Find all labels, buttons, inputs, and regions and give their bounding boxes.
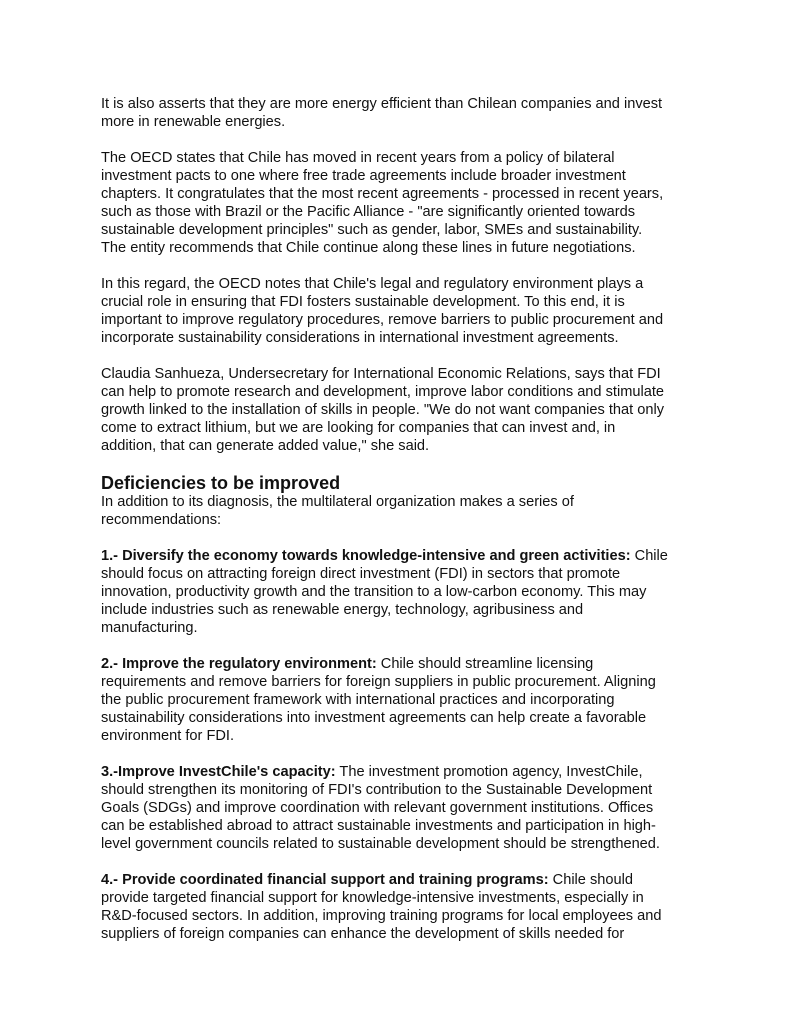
recommendation-title: 1.- Diversify the economy towards knowledge-intensive and green activities: — [101, 548, 631, 564]
recommendation-title: 3.-Improve InvestChile's capacity: — [101, 764, 336, 780]
section-intro: In addition to its diagnosis, the multilateral organization makes a series of recommendations: — [101, 494, 574, 528]
paragraph-regulatory-environment: In this regard, the OECD notes that Chile's legal and regulatory environment plays a crucial role in ensuring that FDI fosters sustainable development. To this end, it is important to improve regulatory procedures, remove barriers to public procurement and incorporate sustainability considerations in international investment agreements. — [101, 276, 664, 346]
recommendation-item — [101, 763, 701, 853]
recommendation-body: Chile should focus on attracting foreign direct investment (FDI) in sectors that promote innovation, productivity growth and the transition to a low-carbon economy. This may include industries such as renewable energy, technology, agribusiness and manufacturing. — [101, 548, 668, 636]
recommendation-body: The investment promotion agency, InvestChile, should strengthen its monitoring of FDI's contribution to the Sustainable Development Goals (SDGs) and improve coordination with relevant government institutions. Offices can be established abroad to attract sustainable investments and participation in high- level government councils related to sustainable development should be strengthened. — [101, 764, 660, 852]
recommendation-body: Chile should provide targeted financial support for knowledge-intensive investments, especially in R&D-focused sectors. In addition, improving training programs for local employees and suppliers of foreign companies can enhance the development of skills needed for — [101, 872, 662, 942]
recommendation-title: 2.- Improve the regulatory environment: — [101, 656, 377, 672]
paragraph-energy-efficiency: It is also asserts that they are more energy efficient than Chilean companies and invest more in renewable energies. — [101, 96, 663, 130]
recommendation-item — [101, 655, 701, 745]
section-heading: Deficiencies to be improved — [101, 473, 341, 493]
recommendation-title: 4.- Provide coordinated financial support and training programs: — [101, 872, 549, 888]
paragraph-sanhueza-quote: Claudia Sanhueza, Undersecretary for International Economic Relations, says that FDI can help to promote research and development, improve labor conditions and stimulate growth linked to the installation of skills in people. "We do not want companies that only come to extract lithium, but we are looking for companies that can invest and, in addition, that can generate added value," she said. — [101, 366, 665, 454]
recommendation-item — [101, 871, 701, 943]
document-page — [101, 95, 701, 961]
recommendation-body: Chile should streamline licensing requirements and remove barriers for foreign suppliers in public procurement. Aligning the public procurement framework with international practices and incorporating sustainability considerations into investment agreements can help create a favorable environment for FDI. — [101, 656, 656, 744]
paragraph-oecd-trade-agreements: The OECD states that Chile has moved in recent years from a policy of bilateral investment pacts to one where free trade agreements include broader investment chapters. It congratulates that the most recent agreements - processed in recent years, such as those with Brazil or the Pacific Alliance - "are significantly oriented towards sustainable development principles" such as gender, labor, SMEs and sustainability. The entity recommends that Chile continue along these lines in future negotiations. — [101, 150, 664, 256]
recommendation-item — [101, 547, 701, 637]
